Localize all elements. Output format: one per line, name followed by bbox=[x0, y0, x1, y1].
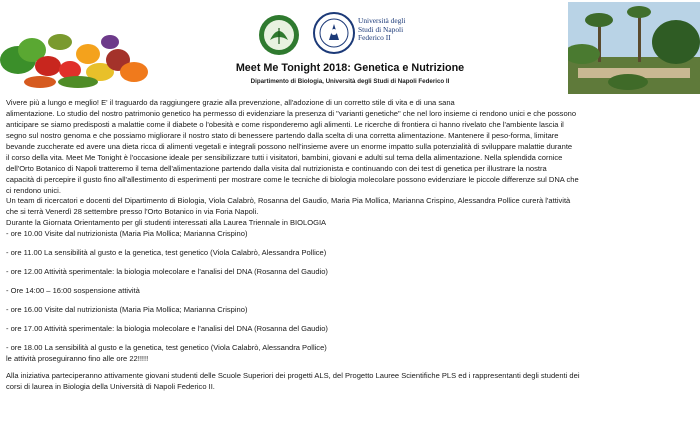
text-line: che si terrà Venerdì 28 settembre presso l'Orto Botanico in via Foria Napoli. bbox=[6, 207, 259, 217]
text-line: segno sul nostro genoma e che possiamo migliorare il nostro stato di benessere partendo dalla scelta di una corretta alimentazione. Mantenere il peso-forma, limitare bbox=[6, 130, 559, 140]
schedule-item: - ore 17.00 Attività sperimentale: la biologia molecolare e l'analisi del DNA (Rosanna del Gaudio) bbox=[6, 323, 328, 333]
university-name-line: Università degli bbox=[358, 16, 406, 25]
footer-line: corsi di laurea in Biologia della Università di Napoli Federico II. bbox=[6, 381, 215, 391]
text-line: capacità di percepire il gusto fino all'allestimento di esperimenti per mostrare come le tecniche di biologia molecolare possono evidenziare le piccole differenze sul DNA che bbox=[6, 174, 579, 184]
text-line: anticipare se siamo predisposti a malattie come il diabete o l'obesità e come risponderemo agli alimenti. Le ricerche di frontiera ci hanno rivelato che l'ambiente lascia il bbox=[6, 119, 564, 129]
text-line: dell'Orto Botanico di Napoli tratteremo il tema dell'alimentazione partendo dalla visita dal nutrizionista e continuando con dei test di genetica per illustrare la nostra bbox=[6, 163, 547, 173]
page-subtitle: Dipartimento di Biologia, Università degli Studi di Napoli Federico II bbox=[250, 78, 450, 85]
document-body bbox=[6, 98, 696, 393]
university-name-line: Federico II bbox=[358, 33, 391, 43]
text-line: bevande zuccherate ed avere una dieta ricca di alimenti vegetali e integrali possono nell'insieme avere un enorme impatto sulla potenzialità di sviluppare malattie durante bbox=[6, 141, 573, 151]
text-fragment: Meet Me Tonight è l'occasione ideale per sensibilizzare tutti i visitatori, bambini, giovani e adulti sul tema della alimentazione. Nella splendida cornice bbox=[66, 152, 563, 162]
green-leaf-logo bbox=[258, 14, 300, 56]
text-line: ci rendono unici. bbox=[6, 185, 61, 195]
footer-line: Alla iniziativa parteciperanno attivamente giovani studenti delle Scuole Superiori dei progetti ALS, del Progetto Lauree Scientifiche PLS ed i rappresentanti degli studenti dei bbox=[6, 370, 580, 380]
university-name-line: Studi di Napoli bbox=[358, 24, 404, 34]
text-line: Vivere più a lungo e meglio! E' il traguardo da raggiungere grazie alla prevenzione, all'adozione di un corretto stile di vita e di una sana bbox=[6, 98, 455, 107]
schedule-item: - Ore 14:00 – 16:00 sospensione attività bbox=[6, 286, 140, 296]
closing-line: le attività proseguiranno fino alle ore 22!!!!! bbox=[6, 353, 149, 363]
university-seal-logo bbox=[313, 12, 355, 54]
schedule-item: - ore 16.00 Visite dal nutrizionista (Maria Pia Mollica; Marianna Crispino) bbox=[6, 305, 248, 314]
text-line-mixed bbox=[6, 153, 696, 164]
text-line: Un team di ricercatori e docenti del Dipartimento di Biologia, Viola Calabrò, Rosanna del Gaudio, Maria Pia Mollica, Marianna Crispino, Alessandra Pollice curerà l'attività bbox=[6, 196, 571, 206]
university-name bbox=[358, 17, 405, 43]
header bbox=[0, 0, 700, 96]
schedule-item: - ore 18.00 La sensibilità al gusto e la genetica, test genetico (Viola Calabrò, Alessandra Pollice) bbox=[6, 342, 327, 352]
text-line: alimentazione. Lo studio del nostro patrimonio genetico ha permesso di evidenziare la presenza di "varianti genetiche" che nel loro insieme ci rendono unici e che possono bbox=[6, 108, 577, 118]
schedule-item: - ore 12.00 Attività sperimentale: la biologia molecolare e l'analisi del DNA (Rosanna del Gaudio) bbox=[6, 267, 328, 277]
schedule-item: - ore 10.00 Visite dal nutrizionista (Maria Pia Mollica; Marianna Crispino) bbox=[6, 229, 248, 239]
text-line: Durante la Giornata Orientamento per gli studenti interessati alla Laurea Triennale in BIOLOGIA bbox=[6, 218, 327, 228]
text-fragment: il corso della vita. bbox=[6, 152, 64, 162]
page-title: Meet Me Tonight 2018: Genetica e Nutrizione bbox=[235, 62, 465, 74]
schedule-item: - ore 11.00 La sensibilità al gusto e la genetica, test genetico (Viola Calabrò, Alessandra Pollice) bbox=[6, 248, 327, 258]
